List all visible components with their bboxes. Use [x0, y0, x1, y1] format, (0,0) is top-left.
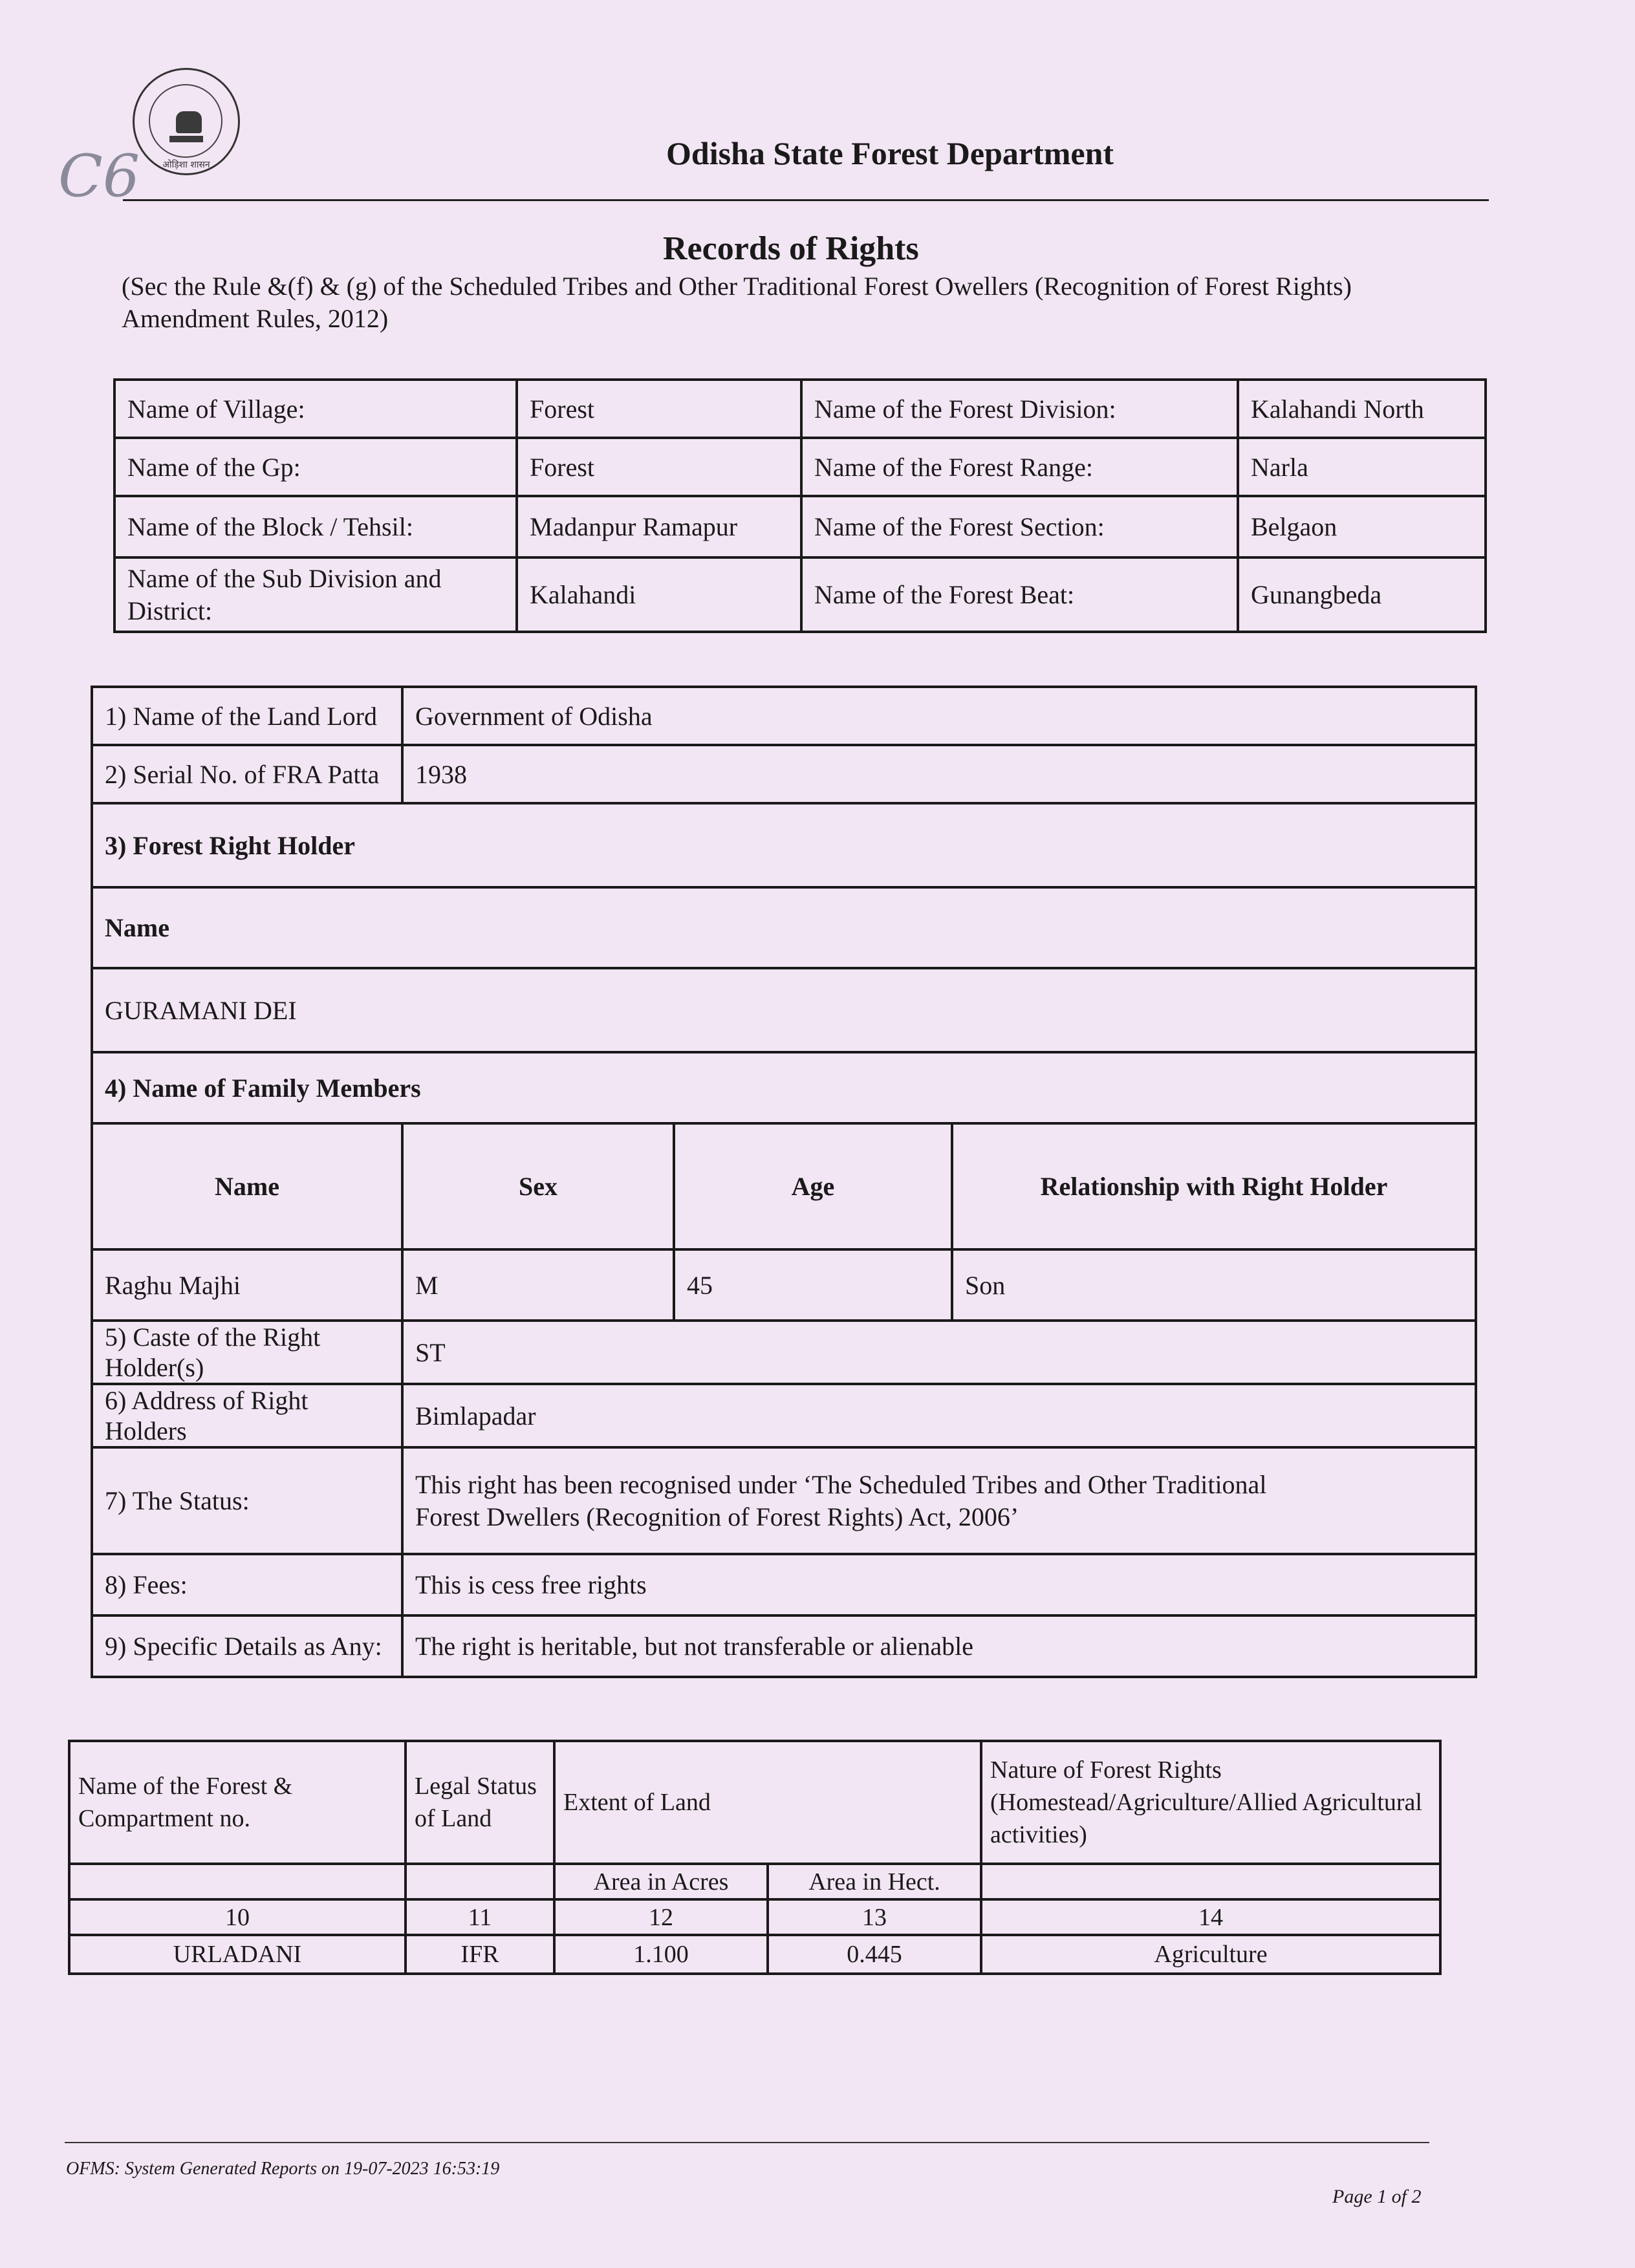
- sub-empty-2: [406, 1864, 554, 1899]
- state-emblem-seal: [133, 68, 240, 175]
- specific-value: The right is heritable, but not transferable or alienable: [402, 1615, 1476, 1677]
- table-row: [92, 1249, 1476, 1321]
- specific-label: 9) Specific Details as Any:: [92, 1615, 402, 1677]
- rule-note: (Sec the Rule &(f) & (g) of the Scheduled Tribes and Other Traditional Forest Owellers (Recognition of Forest Rights) Amendment Rules, 2012): [122, 272, 1352, 333]
- status-line-1: This right has been recognised under ‘The Scheduled Tribes and Other Traditional: [415, 1469, 1267, 1499]
- family-col-sex: Sex: [402, 1123, 674, 1249]
- table-row: [69, 1935, 1440, 1974]
- caste-value: ST: [402, 1321, 1476, 1384]
- member-name: Raghu Majhi: [92, 1249, 402, 1321]
- forest-name: URLADANI: [69, 1935, 406, 1974]
- status-value: [402, 1447, 1476, 1554]
- beat-label: Name of the Forest Beat:: [801, 557, 1238, 632]
- sub-empty-1: [69, 1864, 406, 1899]
- address-value: Bimlapadar: [402, 1384, 1476, 1447]
- col-extent-of-land: Extent of Land: [554, 1741, 981, 1864]
- rights-table: [91, 686, 1477, 1678]
- caste-label: 5) Caste of the Right Holder(s): [92, 1321, 402, 1384]
- subdivision-label: Name of the Sub Division and District:: [114, 557, 517, 632]
- serial-label: 2) Serial No. of FRA Patta: [92, 745, 402, 803]
- land-table: [68, 1740, 1442, 1975]
- department-title: Odisha State Forest Department: [666, 135, 1114, 171]
- footer-divider: [65, 2142, 1429, 2143]
- gp-value: Forest: [517, 438, 801, 496]
- col-number-12: 12: [554, 1899, 768, 1935]
- holder-heading: 3) Forest Right Holder: [92, 803, 1476, 887]
- sub-empty-3: [981, 1864, 1440, 1899]
- col-number-14: 14: [981, 1899, 1440, 1935]
- name-heading: Name: [92, 887, 1476, 968]
- family-col-relationship: Relationship with Right Holder: [952, 1123, 1476, 1249]
- seal-ring: [149, 84, 222, 158]
- area-hect: 0.445: [768, 1935, 981, 1974]
- col-number-13: 13: [768, 1899, 981, 1935]
- status-label: 7) The Status:: [92, 1447, 402, 1554]
- village-label: Name of Village:: [114, 380, 517, 438]
- beat-value: Gunangbeda: [1238, 557, 1486, 632]
- fees-label: 8) Fees:: [92, 1554, 402, 1615]
- address-label: 6) Address of Right Holders: [92, 1384, 402, 1447]
- location-table: [113, 378, 1487, 633]
- lion-emblem-icon: [176, 111, 202, 133]
- status-line-2: Forest Dwellers (Recognition of Forest Rights) Act, 2006’: [415, 1502, 1019, 1531]
- legal-status: IFR: [406, 1935, 554, 1974]
- subdivision-value: Kalahandi: [517, 557, 801, 632]
- nature-of-rights: Agriculture: [981, 1935, 1440, 1974]
- holder-name: GURAMANI DEI: [92, 968, 1476, 1052]
- family-col-name: Name: [92, 1123, 402, 1249]
- col-nature-of-rights: Nature of Forest Rights (Homestead/Agriculture/Allied Agricultural activities): [981, 1741, 1440, 1864]
- fees-value: This is cess free rights: [402, 1554, 1476, 1615]
- area-acres: 1.100: [554, 1935, 768, 1974]
- member-relationship: Son: [952, 1249, 1476, 1321]
- system-generated-note: OFMS: System Generated Reports on 19-07-2023 16:53:19: [66, 2159, 500, 2179]
- gp-label: Name of the Gp:: [114, 438, 517, 496]
- sub-area-hect: Area in Hect.: [768, 1864, 981, 1899]
- col-legal-status: Legal Status of Land: [406, 1741, 554, 1864]
- col-number-10: 10: [69, 1899, 406, 1935]
- sub-area-acres: Area in Acres: [554, 1864, 768, 1899]
- page-number: Page 1 of 2: [1332, 2186, 1422, 2207]
- family-col-age: Age: [674, 1123, 952, 1249]
- block-label: Name of the Block / Tehsil:: [114, 496, 517, 557]
- col-number-11: 11: [406, 1899, 554, 1935]
- range-value: Narla: [1238, 438, 1486, 496]
- member-sex: M: [402, 1249, 674, 1321]
- division-label: Name of the Forest Division:: [801, 380, 1238, 438]
- serial-value: 1938: [402, 745, 1476, 803]
- member-age: 45: [674, 1249, 952, 1321]
- section-label: Name of the Forest Section:: [801, 496, 1238, 557]
- document-title: Records of Rights: [663, 230, 919, 267]
- village-value: Forest: [517, 380, 801, 438]
- seal-text: ओड़िशा शासन: [162, 160, 210, 170]
- emblem-base: [169, 136, 203, 142]
- header-divider: [123, 199, 1489, 201]
- land-lord-label: 1) Name of the Land Lord: [92, 687, 402, 745]
- range-label: Name of the Forest Range:: [801, 438, 1238, 496]
- division-value: Kalahandi North: [1238, 380, 1486, 438]
- land-lord-value: Government of Odisha: [402, 687, 1476, 745]
- col-forest-compartment: Name of the Forest & Compartment no.: [69, 1741, 406, 1864]
- section-value: Belgaon: [1238, 496, 1486, 557]
- handwritten-mark: C6: [58, 142, 140, 210]
- block-value: Madanpur Ramapur: [517, 496, 801, 557]
- family-heading: 4) Name of Family Members: [92, 1052, 1476, 1123]
